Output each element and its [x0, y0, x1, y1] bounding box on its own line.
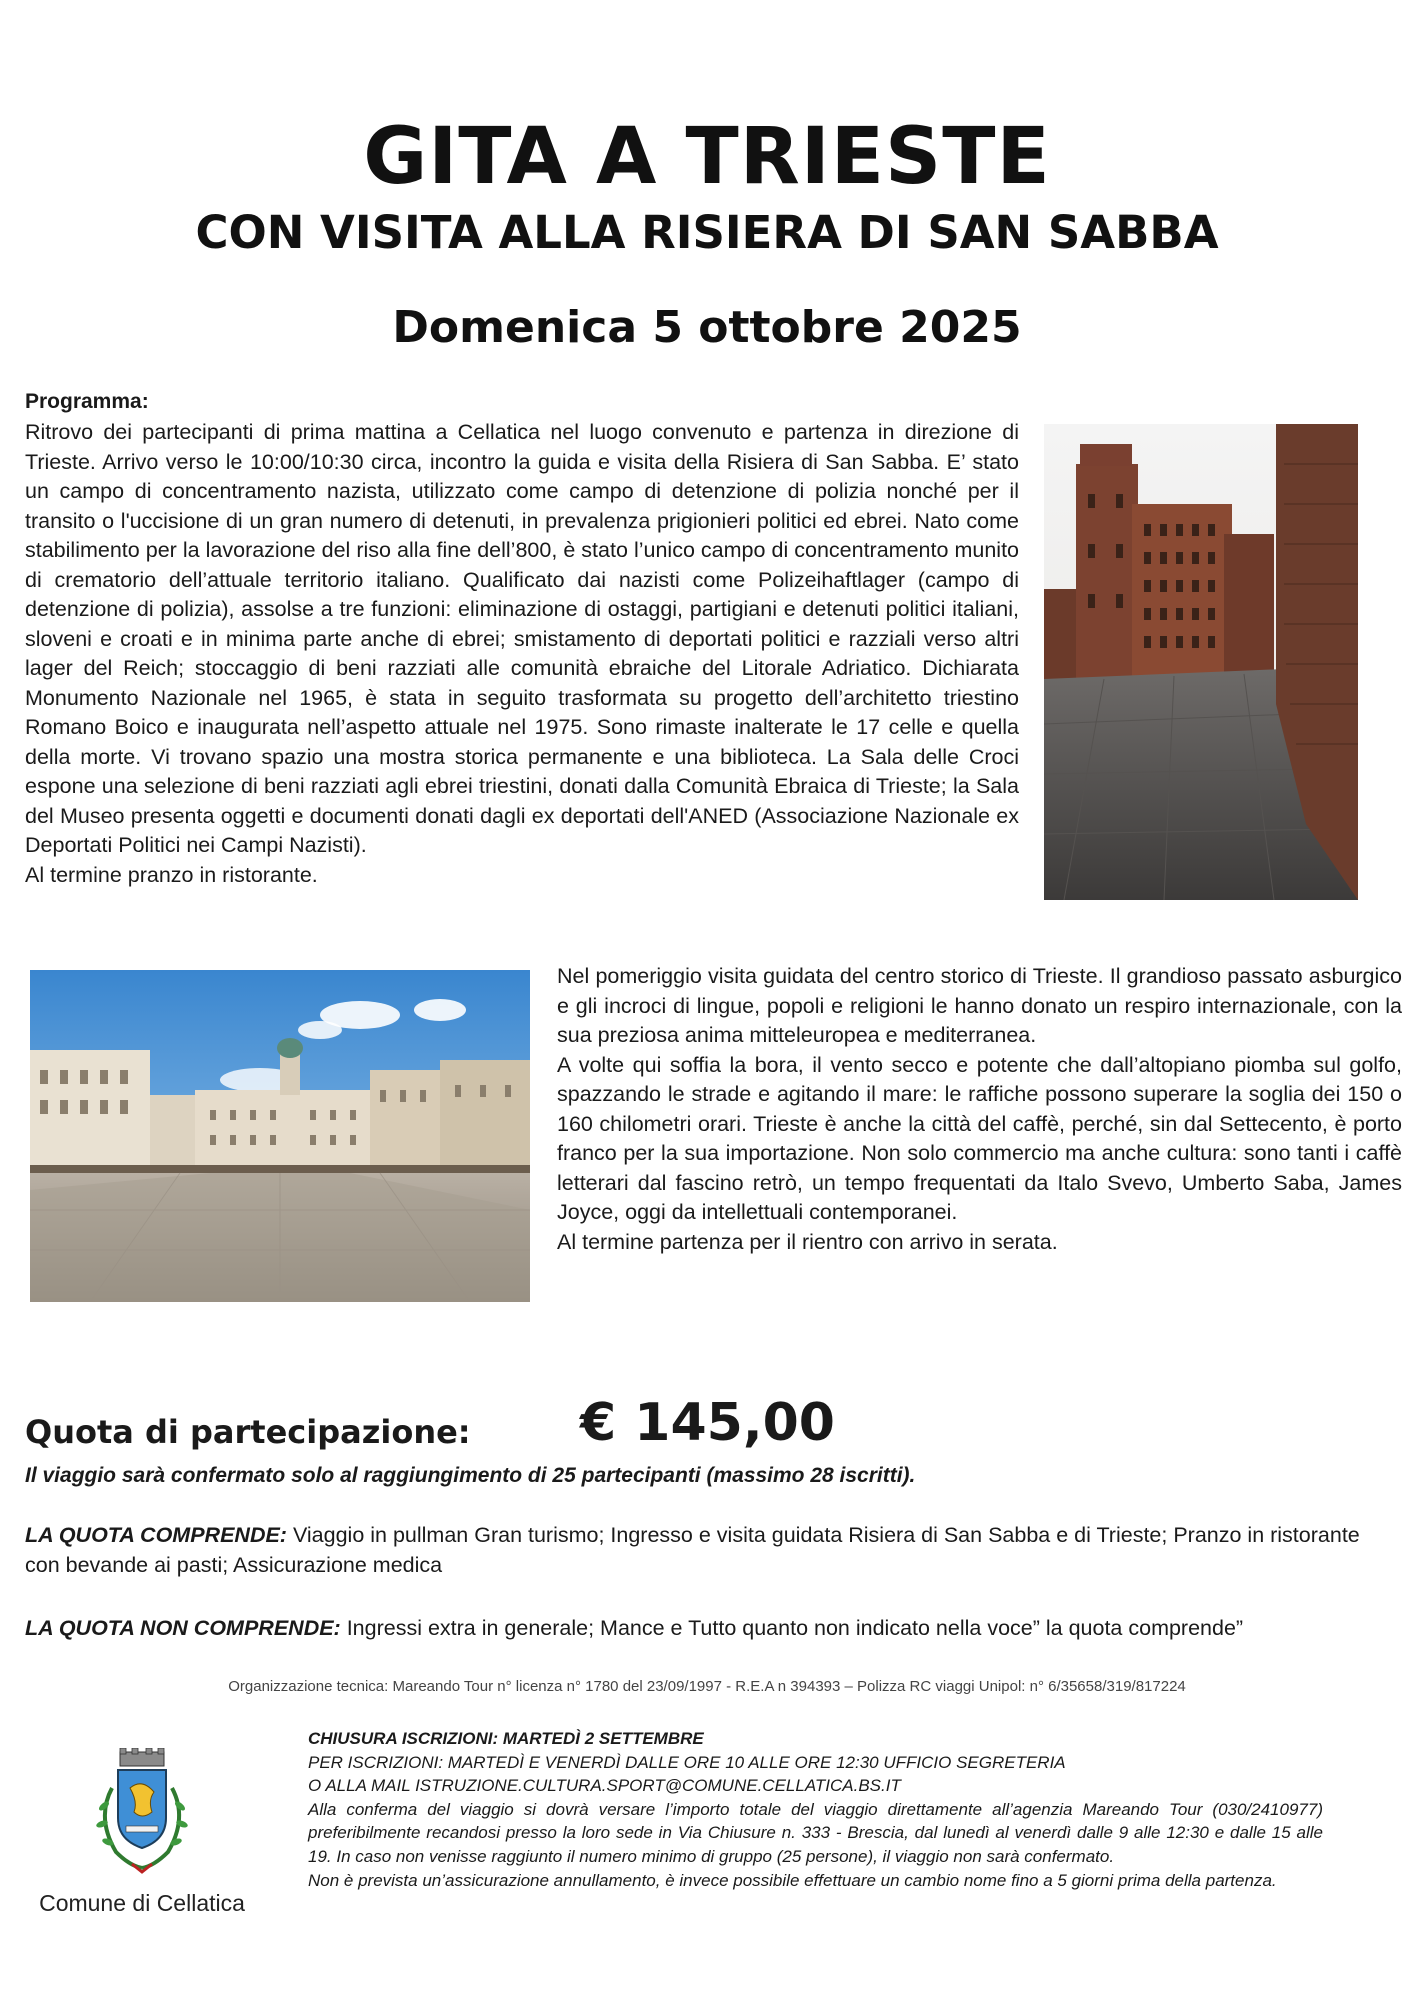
confirmation-note: Il viaggio sarà confermato solo al raggiungimento di 25 partecipanti (massimo 28 iscritti). — [25, 1464, 916, 1487]
excludes-label: LA QUOTA NON COMPRENDE: — [25, 1616, 341, 1640]
page-subtitle: CON VISITA ALLA RISIERA DI SAN SABBA — [195, 206, 1219, 259]
registration-info — [308, 1727, 1323, 1892]
risiera-photo — [1044, 424, 1358, 900]
quota-price: € 145,00 — [580, 1393, 835, 1453]
piazza-photo — [30, 970, 530, 1302]
payment-info: Alla conferma del viaggio si dovrà versare l’importo totale del viaggio direttamente all’agenzia Mareando Tour (030/2410977) preferibilmente recandosi presso la loro sede in Via Chiusure n. 333 - Brescia, dal lunedì al venerdì dalle 9 alle 12:30 e dalle 15 alle 19. In caso non venisse raggiunto il numero minimo di gruppo (25 persone), il viaggio non sarà confermato. — [308, 1799, 1323, 1866]
afternoon-paragraph-2: A volte qui soffia la bora, il vento secco e potente che dall’altopiano piomba sul golfo, spazzando le strade e agitando il mare: le raffiche possono superare la soglia dei 150 o 160 chilometri orari. Trieste è anche la città del caffè, perché, sin dal Settecento, è porto franco per la sua importazione. Non solo commercio ma anche cultura: sono tanti i caffè letterari dal fascino retrò, un tempo frequentati da Italo Svevo, Umberto Saba, James Joyce, oggi da intellettuali contemporanei. — [557, 1052, 1402, 1224]
programma-heading: Programma: — [25, 390, 149, 413]
afternoon-paragraph-1: Nel pomeriggio visita guidata del centro storico di Trieste. Il grandioso passato asburgico e gli incroci di lingue, popoli e religioni le hanno donato un respiro internazionale, con la sua preziosa anima mitteleuropea e mediterranea. — [557, 964, 1402, 1047]
programma-text — [25, 418, 1019, 890]
comune-name: Comune di Cellatica — [39, 1890, 245, 1916]
programma-lunch: Al termine pranzo in ristorante. — [25, 862, 318, 887]
programma-paragraph: Ritrovo dei partecipanti di prima mattina a Cellatica nel luogo convenuto e partenza in direzione di Trieste. Arrivo verso le 10:00/10:30 circa, incontro la guida e visita della Risiera di San Sabba. E’ stato un campo di concentramento nazista, utilizzato come campo di detenzione di polizia nonché per il transito o l'uccisione di un gran numero di detenuti, in prevalenza prigionieri politici ed ebrei. Nato come stabilimento per la lavorazione del riso alla fine dell’800, è stato l’unico campo di concentramento munito di crematorio dell’attuale territorio italiano. Qualificato dai nazisti come Polizeihaftlager (campo di detenzione di polizia), assolse a tre funzioni: eliminazione di ostaggi, partigiani e detenuti politici italiani, sloveni e croati e in minima parte anche di ebrei; smistamento di deportati politici e razziali verso altri lager del Reich; stoccaggio di beni razziati alle comunità ebraiche del Litorale Adriatico. Dichiarata Monumento Nazionale nel 1965, è stata in seguito trasformata su progetto dell’architetto triestino Romano Boico e inaugurata nell’aspetto attuale nel 1975. Sono rimaste inalterate le 17 celle e quella della morte. Vi trovano spazio una mostra storica permanente e una biblioteca. La Sala delle Croci espone una selezione di beni razziati agli ebrei triestini, donati dalla Comunità Ebraica di Trieste; la Sala del Museo presenta oggetti e documenti donati dagli ex deportati dell'ANED (Associazione Nazionale ex Deportati Politici nei Campi Nazisti). — [25, 420, 1019, 857]
registration-hours: PER ISCRIZIONI: MARTEDÌ E VENERDÌ DALLE ORE 10 ALLE ORE 12:30 UFFICIO SEGRETERIA — [308, 1752, 1066, 1772]
event-date: Domenica 5 ottobre 2025 — [392, 302, 1022, 353]
insurance-info: Non è prevista un’assicurazione annullamento, è invece possibile effettuare un cambio nome fino a 5 giorni prima della partenza. — [308, 1870, 1277, 1890]
quota-includes — [25, 1520, 1375, 1580]
includes-text: Viaggio in pullman Gran turismo; Ingresso e visita guidata Risiera di San Sabba e di Trieste; Pranzo in ristorante con bevande ai pasti; Assicurazione medica — [25, 1523, 1360, 1577]
registration-email: O ALLA MAIL ISTRUZIONE.CULTURA.SPORT@COMUNE.CELLATICA.BS.IT — [308, 1776, 901, 1796]
includes-label: LA QUOTA COMPRENDE: — [25, 1523, 287, 1547]
quota-label: Quota di partecipazione: — [25, 1413, 471, 1451]
afternoon-paragraph-3: Al termine partenza per il rientro con arrivo in serata. — [557, 1229, 1058, 1254]
quota-excludes — [25, 1613, 1355, 1643]
excludes-text: Ingressi extra in generale; Mance e Tutto quanto non indicato nella voce” la quota comprende” — [340, 1616, 1244, 1640]
organization-note: Organizzazione tecnica: Mareando Tour n° licenza n° 1780 del 23/09/1997 - R.E.A n 394393 – Polizza RC viaggi Unipol: n° 6/35658/319/817224 — [228, 1678, 1186, 1695]
afternoon-text — [557, 962, 1402, 1257]
comune-crest-icon — [82, 1748, 202, 1878]
page-title: GITA A TRIESTE — [363, 112, 1051, 202]
registration-deadline: CHIUSURA ISCRIZIONI: MARTEDÌ 2 SETTEMBRE — [308, 1729, 704, 1748]
